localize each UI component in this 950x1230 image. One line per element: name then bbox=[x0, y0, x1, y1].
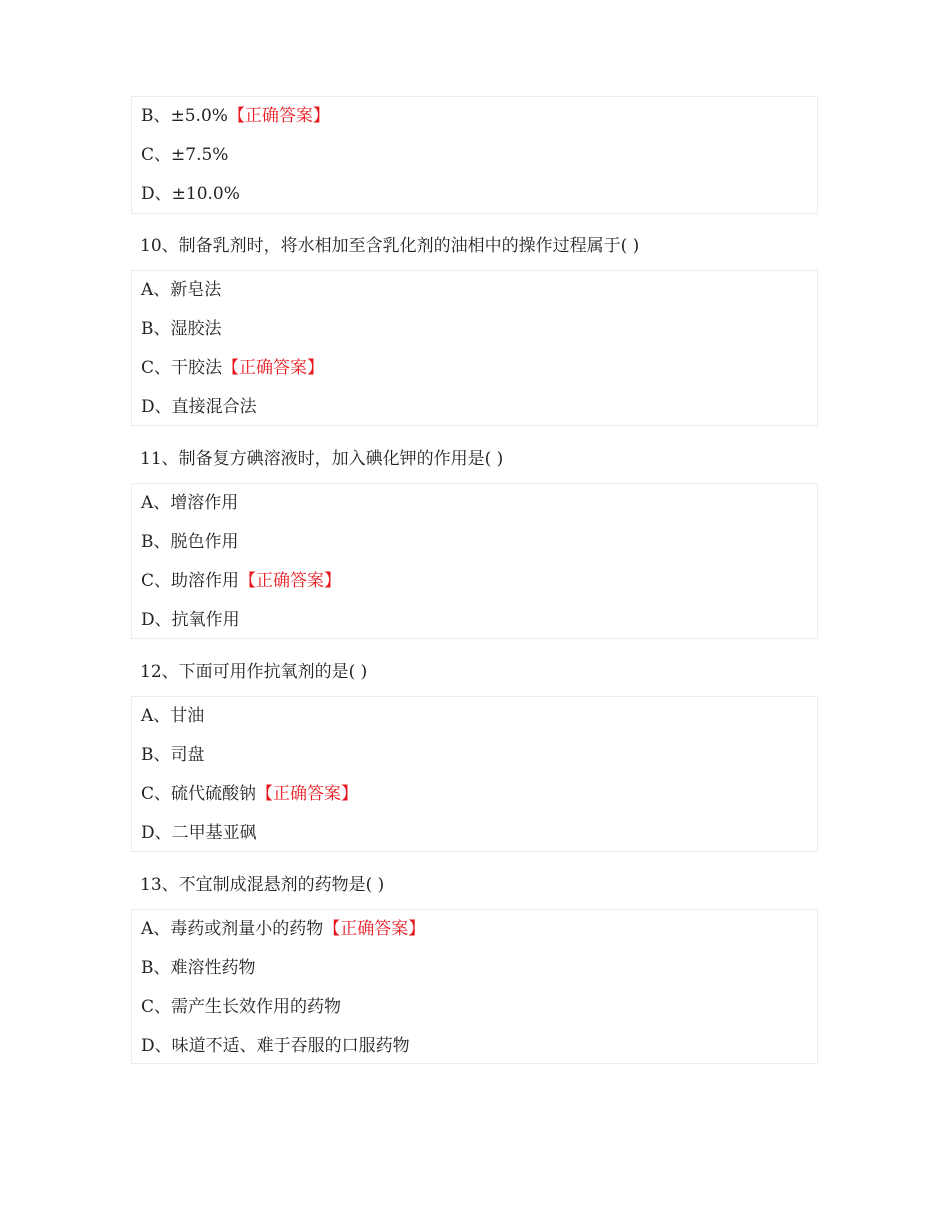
q10-option-c: C、干胶法【正确答案】 bbox=[141, 358, 325, 378]
q11-option-d: D、抗氧作用 bbox=[141, 610, 240, 630]
q12-option-a: A、甘油 bbox=[141, 706, 205, 726]
q12-question: 12、下面可用作抗氧剂的是( ) bbox=[140, 662, 368, 682]
q9-option-c: C、±7.5% bbox=[141, 145, 229, 165]
q10-option-d: D、直接混合法 bbox=[141, 397, 257, 417]
q12-options-box bbox=[131, 696, 818, 852]
q13-option-d: D、味道不适、难于吞服的口服药物 bbox=[141, 1036, 410, 1056]
q10-question: 10、制备乳剂时，将水相加至含乳化剂的油相中的操作过程属于( ) bbox=[140, 236, 640, 256]
q9-option-b: B、±5.0%【正确答案】 bbox=[141, 106, 330, 126]
q11-option-a: A、增溶作用 bbox=[141, 493, 239, 513]
correct-answer-marker: 【正确答案】 bbox=[227, 106, 330, 126]
q13-option-b: B、难溶性药物 bbox=[141, 958, 256, 978]
q12-option-d: D、二甲基亚砜 bbox=[141, 823, 257, 843]
q13-options-box bbox=[131, 909, 818, 1064]
q11-options-box bbox=[131, 483, 818, 639]
q12-option-c: C、硫代硫酸钠【正确答案】 bbox=[141, 784, 359, 804]
q11-option-b: B、脱色作用 bbox=[141, 532, 239, 552]
correct-answer-marker: 【正确答案】 bbox=[323, 919, 426, 939]
correct-answer-marker: 【正确答案】 bbox=[239, 571, 342, 591]
correct-answer-marker: 【正确答案】 bbox=[256, 784, 359, 804]
q10-option-a: A、新皂法 bbox=[141, 280, 222, 300]
q13-option-c: C、需产生长效作用的药物 bbox=[141, 997, 342, 1017]
q11-option-c: C、助溶作用【正确答案】 bbox=[141, 571, 342, 591]
q10-options-box bbox=[131, 270, 818, 426]
correct-answer-marker: 【正确答案】 bbox=[222, 358, 325, 378]
q11-question: 11、制备复方碘溶液时，加入碘化钾的作用是( ) bbox=[140, 449, 504, 469]
q13-question: 13、不宜制成混悬剂的药物是( ) bbox=[140, 875, 385, 895]
q13-option-a: A、毒药或剂量小的药物【正确答案】 bbox=[141, 919, 426, 939]
q12-option-b: B、司盘 bbox=[141, 745, 205, 765]
q10-option-b: B、湿胶法 bbox=[141, 319, 222, 339]
q9-options-box bbox=[131, 96, 818, 214]
q9-option-d: D、±10.0% bbox=[141, 184, 240, 204]
